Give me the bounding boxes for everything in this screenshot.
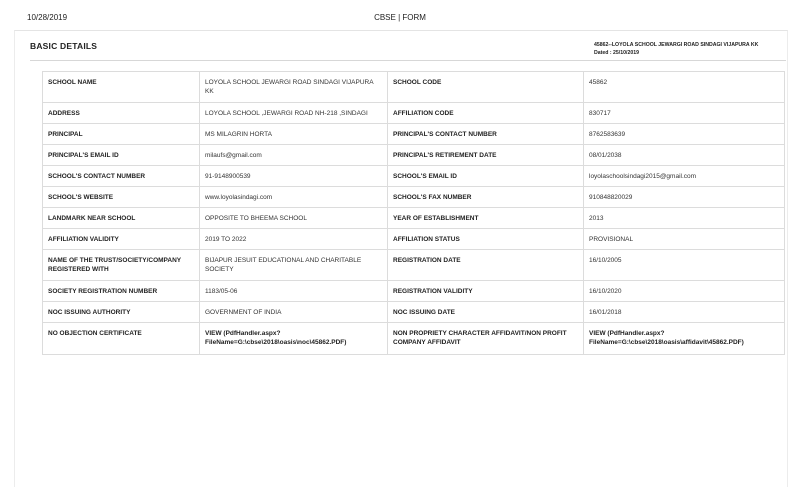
- print-title: CBSE | FORM: [374, 13, 426, 22]
- affidavit-view-link[interactable]: VIEW (PdfHandler.aspx?FileName=G:\cbse\2018\oasis\affidavit\45862.PDF): [584, 323, 785, 355]
- field-label: SCHOOL'S FAX NUMBER: [388, 187, 584, 208]
- field-label: NON PROPRIETY CHARACTER AFFIDAVIT/NON PROFIT COMPANY AFFIDAVIT: [388, 323, 584, 355]
- field-label: NOC ISSUING AUTHORITY: [43, 302, 200, 323]
- field-label: SCHOOL CODE: [388, 72, 584, 103]
- field-label: REGISTRATION VALIDITY: [388, 281, 584, 302]
- field-label: AFFILIATION CODE: [388, 103, 584, 124]
- field-label: NAME OF THE TRUST/SOCIETY/COMPANY REGISTERED WITH: [43, 250, 200, 281]
- field-value: GOVERNMENT OF INDIA: [200, 302, 388, 323]
- field-value: 16/10/2005: [584, 250, 785, 281]
- school-reference-name: 45862--LOYOLA SCHOOL JEWARGI ROAD SINDAGI VIJAPURA KK: [594, 42, 759, 48]
- basic-details-table: [42, 71, 785, 355]
- print-header: [0, 0, 800, 30]
- field-value: 91-9148900539: [200, 166, 388, 187]
- field-label: YEAR OF ESTABLISHMENT: [388, 208, 584, 229]
- table-row: [43, 250, 785, 281]
- field-value: MS MILAGRIN HORTA: [200, 124, 388, 145]
- table-row: [43, 302, 785, 323]
- field-label: AFFILIATION STATUS: [388, 229, 584, 250]
- field-value: LOYOLA SCHOOL JEWARGI ROAD SINDAGI VIJAPURA KK: [200, 72, 388, 103]
- field-label: SCHOOL'S CONTACT NUMBER: [43, 166, 200, 187]
- table-row: [43, 281, 785, 302]
- table-row: [43, 208, 785, 229]
- school-reference: [594, 41, 794, 57]
- table-row: [43, 323, 785, 355]
- field-label: REGISTRATION DATE: [388, 250, 584, 281]
- field-label: NOC ISSUING DATE: [388, 302, 584, 323]
- table-row: [43, 229, 785, 250]
- field-label: PRINCIPAL: [43, 124, 200, 145]
- field-value: 16/01/2018: [584, 302, 785, 323]
- field-value: 1183/05-06: [200, 281, 388, 302]
- print-date: 10/28/2019: [27, 13, 68, 22]
- field-label: AFFILIATION VALIDITY: [43, 229, 200, 250]
- field-label: SCHOOL NAME: [43, 72, 200, 103]
- field-label: PRINCIPAL'S CONTACT NUMBER: [388, 124, 584, 145]
- table-row: [43, 124, 785, 145]
- field-value: BIJAPUR JESUIT EDUCATIONAL AND CHARITABLE SOCIETY: [200, 250, 388, 281]
- table-row: [43, 166, 785, 187]
- field-value: 2019 TO 2022: [200, 229, 388, 250]
- school-reference-date: Dated : 25/10/2019: [594, 50, 639, 56]
- field-value: OPPOSITE TO BHEEMA SCHOOL: [200, 208, 388, 229]
- field-label: SOCIETY REGISTRATION NUMBER: [43, 281, 200, 302]
- field-value: PROVISIONAL: [584, 229, 785, 250]
- field-value: 830717: [584, 103, 785, 124]
- section-divider: [30, 60, 786, 61]
- field-label: SCHOOL'S EMAIL ID: [388, 166, 584, 187]
- field-value: LOYOLA SCHOOL ,JEWARGI ROAD NH-218 ,SINDAGI: [200, 103, 388, 124]
- field-value: 45862: [584, 72, 785, 103]
- field-value: milaufs@gmail.com: [200, 145, 388, 166]
- table-row: [43, 72, 785, 103]
- noc-view-link[interactable]: VIEW (PdfHandler.aspx?FileName=G:\cbse\2018\oasis\noc\45862.PDF): [200, 323, 388, 355]
- field-value: 910848820029: [584, 187, 785, 208]
- table-row: [43, 145, 785, 166]
- field-label: PRINCIPAL'S RETIREMENT DATE: [388, 145, 584, 166]
- field-label: ADDRESS: [43, 103, 200, 124]
- field-value: 16/10/2020: [584, 281, 785, 302]
- field-label: LANDMARK NEAR SCHOOL: [43, 208, 200, 229]
- field-label: NO OBJECTION CERTIFICATE: [43, 323, 200, 355]
- field-value: 2013: [584, 208, 785, 229]
- section-title: BASIC DETAILS: [30, 41, 98, 51]
- field-value: 8762583639: [584, 124, 785, 145]
- table-row: [43, 187, 785, 208]
- field-value: www.loyolasindagi.com: [200, 187, 388, 208]
- table-row: [43, 103, 785, 124]
- field-value: loyolaschoolsindagi2015@gmail.com: [584, 166, 785, 187]
- field-label: PRINCIPAL'S EMAIL ID: [43, 145, 200, 166]
- field-value: 08/01/2038: [584, 145, 785, 166]
- field-label: SCHOOL'S WEBSITE: [43, 187, 200, 208]
